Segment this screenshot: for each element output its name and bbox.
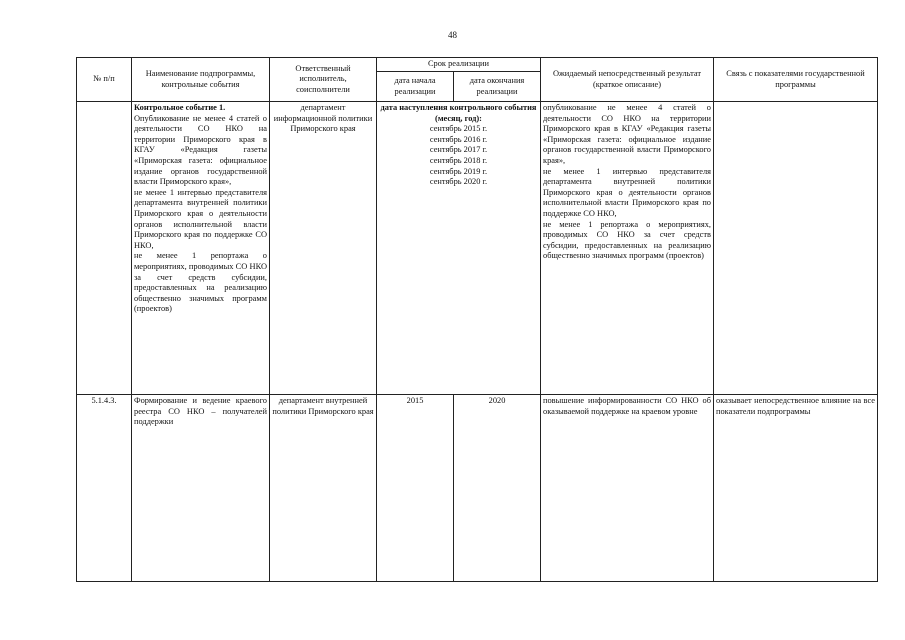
result-text: опубликование не менее 4 статей о деятельности СО НКО на территории Приморского края в КГАУ «Редакция газеты «Приморская газета: официальное издание органов государственной власти Приморского края», <box>543 103 711 165</box>
header-result: Ожидаемый непосредственный результат (краткое описание) <box>541 58 714 102</box>
dates-title: дата наступления контрольного события (месяц, год): <box>380 103 537 123</box>
row1-result <box>541 102 714 395</box>
date-item: сентябрь 2017 г. <box>429 145 488 155</box>
table-row <box>77 102 878 395</box>
row1-link <box>714 102 878 395</box>
date-item: сентябрь 2018 г. <box>429 155 488 165</box>
row2-name: Формирование и ведение краевого реестра СО НКО – получателей поддержки <box>132 395 270 582</box>
row2-num: 5.1.4.3. <box>77 395 132 582</box>
header-name: Наименование подпрограммы, контрольные события <box>132 58 270 102</box>
header-term: Срок реализации <box>377 58 541 72</box>
control-event-body-3: не менее 1 репортажа о мероприятиях, проводимых СО НКО за счет средств субсидии, предоставленных на реализацию общественно значимых программ (проектов) <box>134 251 267 314</box>
control-event-body-2: не менее 1 интервью представителя департамента внутренней политики Приморского края о деятельности органов исполнительной власти Приморского края по поддержке СО НКО, <box>134 187 267 250</box>
row2-start: 2015 <box>377 395 454 582</box>
header-link: Связь с показателями государственной программы <box>714 58 878 102</box>
row1-dates <box>377 102 541 395</box>
row2-result: повышение информированности СО НКО об оказываемой поддержке на краевом уровне <box>541 395 714 582</box>
table-row <box>77 395 878 582</box>
result-text-3: не менее 1 репортажа о мероприятиях, проводимых СО НКО за счет средств субсидии, предоставленных на реализацию общественно значимых программ (проектов) <box>543 219 711 261</box>
row1-name <box>132 102 270 395</box>
page-number: 48 <box>448 30 457 40</box>
control-event-body: Опубликование не менее 4 статей о деятельности СО НКО на территории Приморского края в КГАУ «Редакция газеты «Приморская газета: официальное издание органов государственной власти Приморского края», <box>134 113 267 187</box>
date-item: сентябрь 2020 г. <box>429 177 488 187</box>
header-responsible: Ответственный исполнитель, соисполнители <box>270 58 377 102</box>
result-text-2: не менее 1 интервью представителя департамента внутренней политики Приморского края о деятельности органов исполнительной власти Приморского края по поддержке СО НКО, <box>543 166 711 218</box>
header-end: дата окончания реализации <box>454 72 541 102</box>
date-item: сентябрь 2016 г. <box>429 134 488 144</box>
row1-num <box>77 102 132 395</box>
row1-responsible: департамент информационной политики Приморского края <box>270 102 377 395</box>
program-table <box>76 57 878 582</box>
date-item: сентябрь 2015 г. <box>429 124 488 134</box>
header-num: № п/п <box>77 58 132 102</box>
row2-link: оказывает непосредственное влияние на все показатели подпрограммы <box>714 395 878 582</box>
row2-responsible: департамент внутренней политики Приморского края <box>270 395 377 582</box>
row2-end: 2020 <box>454 395 541 582</box>
date-item: сентябрь 2019 г. <box>429 166 488 176</box>
header-start: дата начала реализации <box>377 72 454 102</box>
control-event-title: Контрольное событие 1. <box>134 103 226 112</box>
